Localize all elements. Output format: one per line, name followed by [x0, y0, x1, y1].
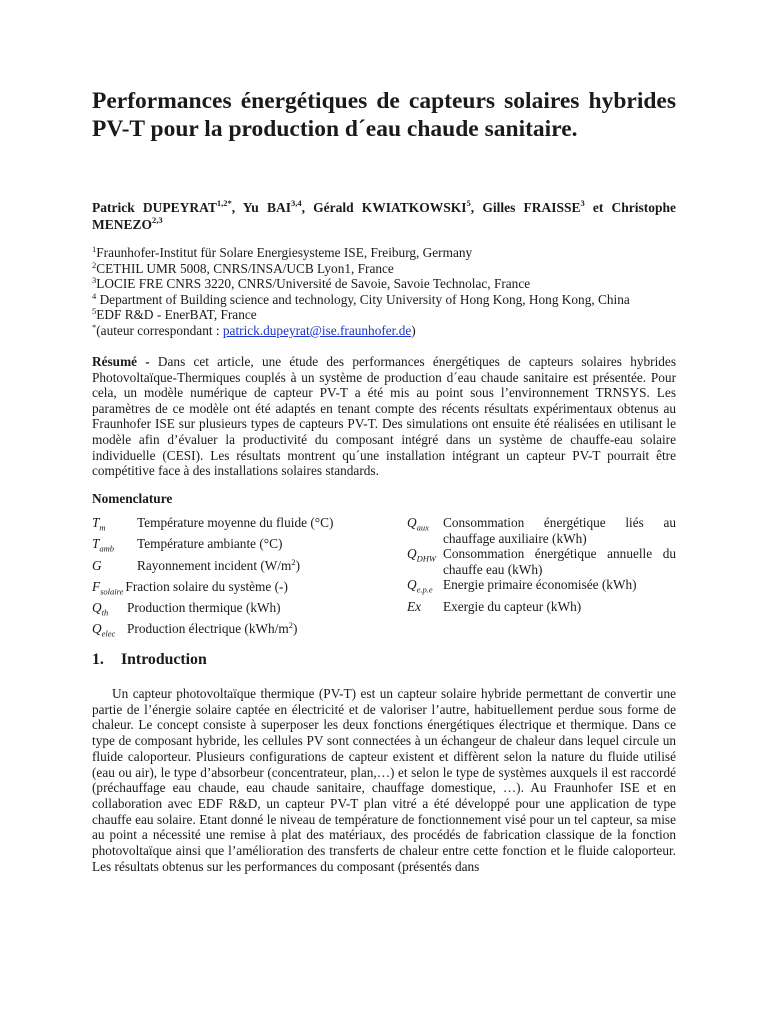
nomenclature-right-column — [407, 515, 676, 620]
nomenclature-heading: Nomenclature — [92, 491, 173, 506]
author-list — [92, 199, 676, 233]
nomenclature-entry: $Q_{th}$ Production thermique (kWh) — [92, 600, 281, 618]
author-email-link[interactable]: patrick.dupeyrat@ise.fraunhofer.de — [222, 322, 412, 338]
section-heading-introduction: 1. Introduction — [92, 651, 207, 668]
introduction-paragraph: Un capteur photovoltaïque thermique (PV-T) est un capteur solaire hybride permettant de convertir une partie de l’énergie solaire captée en électricité et de valoriser l’autre, habituellement perdue sous forme de chaleur. Le concept consiste à superposer les deux fonctions énergétiques électrique et thermique. Dans ce type de composant hybride, les cellules PV sont connectées à un échangeur de chaleur dans lequel circule un fluide caloporteur. Plusieurs configurations de capteur existent et diffèrent selon la nature du fluide utilisé (eau ou air), le type d’absorbeur (concentrateur, plan,…) et selon le type de systèmes auxquels il est raccordé (préchauffage eau chaude, eau chaude sanitaire, chauffage domestique, …). Au Fraunhofer ISE et en collaboration avec EDF R&D, un capteur PV-T plan vitré a été développé pour une application de type chauffe eau solaire. Etant donné le niveau de température de fonctionnement visé pour un tel capteur, sa mise au point a nécessité une remise à plat des matériaux, des procédés de fabrication classique de la fonction photovoltaïque ainsi que l’amélioration des transferts de chaleur entre cette fonction et le fluide caloporteur. Les résultats obtenus sur les performances du composant (présentés dans — [92, 686, 676, 874]
affiliation-1: $^1$Fraunhofer-Institut für Solare Energiesysteme ISE, Freiburg, Germany — [92, 244, 473, 260]
nomenclature-entry: $T_{amb}$ Température ambiante (°C) — [92, 536, 283, 554]
affiliation-list — [92, 245, 676, 339]
affiliation-3: $^3$LOCIE FRE CNRS 3220, CNRS/Université de Savoie, Savoie Technolac, France — [92, 275, 531, 292]
author-3: Gérald KWIATKOWSKI$^5$, — [313, 198, 483, 215]
affiliation-4: $^4$ Department of Building science and technology, City University of Hong Kong, Hong Kong, China — [92, 290, 630, 307]
abstract-label: Résumé - — [92, 354, 150, 369]
nomenclature-entry: Ex Exergie du capteur (kWh) — [407, 598, 582, 614]
author-2: Yu BAI$^{3,4}$, — [242, 198, 314, 215]
nomenclature-left-column — [92, 515, 388, 643]
corresponding-author: *(auteur correspondant : patrick.dupeyrat@ise.fraunhofer.de) — [92, 321, 416, 338]
nomenclature-entry: $Q_{DHW}$ Consommation énergétique annuelle du chauffe eau (kWh) — [407, 546, 676, 577]
nomenclature-entry: $F_{solaire}$ Fraction solaire du système (-) — [92, 578, 288, 597]
author-4: Gilles FRAISSE$^3$ et — [482, 198, 612, 215]
nomenclature-entry: G Rayonnement incident $(W/m^2)$ — [92, 556, 301, 573]
abstract — [92, 354, 676, 479]
nomenclature-entry: $Q_{elec}$ Production électrique $(kWh/m^2)$ — [92, 620, 298, 639]
nomenclature-entry: $Q_{aux}$ Consommation énergétique liés au chauffage auxiliaire (kWh) — [407, 515, 676, 546]
nomenclature-entry: $T_m$ Température moyenne du fluide (°C) — [92, 515, 334, 533]
author-5: Christophe MENEZO$^{2,3}$ — [92, 200, 677, 232]
affiliation-2: $^2$CETHIL UMR 5008, CNRS/INSA/UCB Lyon1, France — [92, 259, 394, 276]
nomenclature-entry: $Q_{e.p.e}$ Energie primaire économisée (kWh) — [407, 577, 637, 596]
abstract-text: Dans cet article, une étude des performances énergétiques de capteurs solaires hybrides Photovoltaïque-Thermiques couplés à un système de production d´eau chaude sanitaire est présentée. Pour cela, un modèle numérique de capteur PV-T a été mis au point sous l’environnement TRNSYS. Les paramètres de ce modèle ont été adaptés en tenant compte des récents résultats expérimentaux obtenus au Fraunhofer ISE sur plusieurs types de capteurs PV-T. Des simulations ont ensuite été réalisées en utilisant le modèle afin d’évaluer la productivité du composant intégré dans un système de chauffe-eau solaire individuelle (CESI). Les résultats montrent qu´une installation intégrant un capteur PV-T pourrait être compétitive face à des installations solaires standards. — [92, 354, 676, 479]
author-1: Patrick $DUPEYRAT^{1,2*}$, — [92, 198, 243, 215]
paper-title: Performances énergétiques de capteurs solaires hybrides PV-T pour la production d´eau chaude sanitaire. — [92, 88, 676, 142]
affiliation-5: $^5$EDF R&D - EnerBAT, France — [92, 306, 257, 323]
